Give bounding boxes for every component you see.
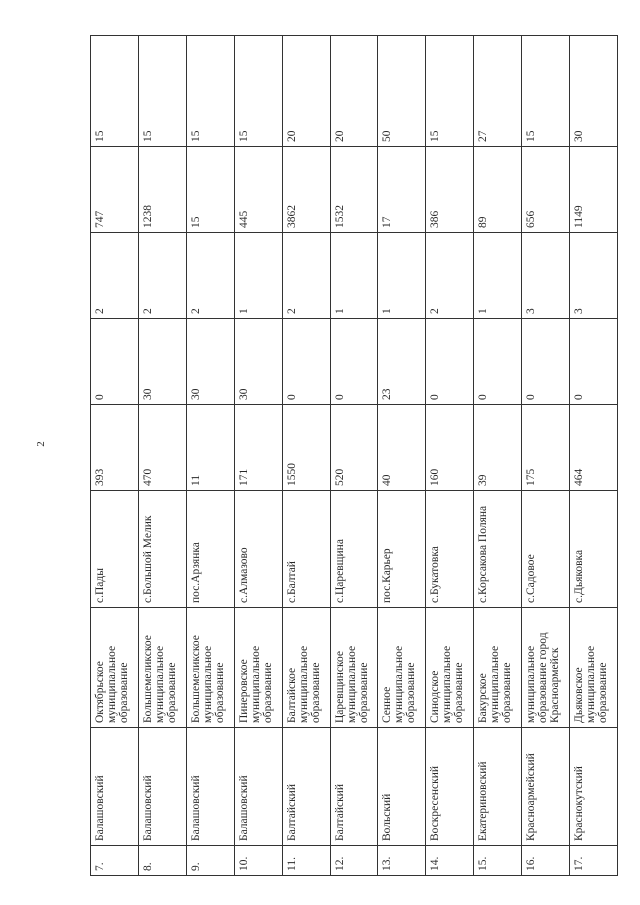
table-row	[426, 36, 474, 876]
row-number-cell: 11.	[282, 846, 330, 876]
table-row	[186, 36, 234, 876]
municipality-cell: Пинеровское муниципальное образование	[234, 608, 282, 728]
district-cell: Балашовский	[138, 728, 186, 846]
table-row	[330, 36, 378, 876]
settlement-cell: с.Большой Мелик	[138, 491, 186, 608]
value-1-cell: 39	[474, 405, 522, 491]
row-number-cell: 7.	[91, 846, 139, 876]
value-4-cell: 445	[234, 147, 282, 233]
row-number-cell: 13.	[378, 846, 426, 876]
value-4-cell: 89	[474, 147, 522, 233]
value-5-cell: 15	[138, 36, 186, 147]
row-number-cell: 10.	[234, 846, 282, 876]
data-table	[90, 35, 618, 876]
value-4-cell: 656	[522, 147, 570, 233]
value-4-cell: 1532	[330, 147, 378, 233]
municipality-cell: муниципальное образование город Красноармейск	[522, 608, 570, 728]
settlement-cell: с.Пады	[91, 491, 139, 608]
value-1-cell: 470	[138, 405, 186, 491]
settlement-cell: с.Алмазово	[234, 491, 282, 608]
value-3-cell: 3	[522, 233, 570, 319]
value-3-cell: 1	[330, 233, 378, 319]
municipality-cell: Дьяковское муниципальное образование	[570, 608, 618, 728]
value-3-cell: 1	[234, 233, 282, 319]
value-1-cell: 11	[186, 405, 234, 491]
row-number-cell: 14.	[426, 846, 474, 876]
value-2-cell: 0	[474, 319, 522, 405]
settlement-cell: пос.Арзянка	[186, 491, 234, 608]
value-3-cell: 1	[474, 233, 522, 319]
value-5-cell: 20	[282, 36, 330, 147]
value-1-cell: 520	[330, 405, 378, 491]
table-row	[138, 36, 186, 876]
table-row	[282, 36, 330, 876]
table-row	[570, 36, 618, 876]
value-3-cell: 3	[570, 233, 618, 319]
settlement-cell: с.Садовое	[522, 491, 570, 608]
district-cell: Краснокутский	[570, 728, 618, 846]
value-2-cell: 0	[570, 319, 618, 405]
municipality-cell: Сенное муниципальное образование	[378, 608, 426, 728]
row-number-cell: 12.	[330, 846, 378, 876]
municipality-cell: Царевщинское муниципальное образование	[330, 608, 378, 728]
value-4-cell: 17	[378, 147, 426, 233]
district-cell: Балашовский	[91, 728, 139, 846]
value-1-cell: 40	[378, 405, 426, 491]
district-cell: Балашовский	[234, 728, 282, 846]
value-5-cell: 15	[234, 36, 282, 147]
municipality-cell: Большемеликское муниципальное образование	[138, 608, 186, 728]
value-4-cell: 386	[426, 147, 474, 233]
settlement-cell: пос.Карьер	[378, 491, 426, 608]
value-1-cell: 171	[234, 405, 282, 491]
value-4-cell: 1238	[138, 147, 186, 233]
value-1-cell: 175	[522, 405, 570, 491]
value-4-cell: 3862	[282, 147, 330, 233]
value-4-cell: 1149	[570, 147, 618, 233]
value-3-cell: 2	[282, 233, 330, 319]
row-number-cell: 8.	[138, 846, 186, 876]
district-cell: Балтайский	[330, 728, 378, 846]
value-5-cell: 30	[570, 36, 618, 147]
district-cell: Воскресенский	[426, 728, 474, 846]
value-2-cell: 30	[138, 319, 186, 405]
value-5-cell: 15	[522, 36, 570, 147]
table-row	[522, 36, 570, 876]
value-4-cell: 15	[186, 147, 234, 233]
row-number-cell: 15.	[474, 846, 522, 876]
value-3-cell: 2	[186, 233, 234, 319]
page-number: 2	[34, 441, 47, 447]
value-2-cell: 0	[330, 319, 378, 405]
value-1-cell: 464	[570, 405, 618, 491]
value-2-cell: 0	[91, 319, 139, 405]
value-2-cell: 23	[378, 319, 426, 405]
municipality-cell: Синодское муниципальное образование	[426, 608, 474, 728]
municipality-cell: Балтайское муниципальное образование	[282, 608, 330, 728]
table-row	[378, 36, 426, 876]
value-1-cell: 160	[426, 405, 474, 491]
value-3-cell: 2	[91, 233, 139, 319]
value-5-cell: 15	[91, 36, 139, 147]
value-2-cell: 30	[186, 319, 234, 405]
rotated-table-frame	[90, 36, 618, 876]
district-cell: Балашовский	[186, 728, 234, 846]
value-5-cell: 27	[474, 36, 522, 147]
value-2-cell: 0	[426, 319, 474, 405]
municipality-cell: Бакурское муниципальное образование	[474, 608, 522, 728]
value-1-cell: 393	[91, 405, 139, 491]
value-3-cell: 2	[426, 233, 474, 319]
table-row	[474, 36, 522, 876]
value-2-cell: 0	[282, 319, 330, 405]
municipality-cell: Большемеликское муниципальное образование	[186, 608, 234, 728]
municipality-cell: Октябрьское муниципальное образование	[91, 608, 139, 728]
value-2-cell: 30	[234, 319, 282, 405]
rotated-table-content	[90, 36, 618, 876]
row-number-cell: 9.	[186, 846, 234, 876]
district-cell: Екатериновский	[474, 728, 522, 846]
district-cell: Вольский	[378, 728, 426, 846]
table-row	[234, 36, 282, 876]
settlement-cell: с.Букатовка	[426, 491, 474, 608]
value-5-cell: 50	[378, 36, 426, 147]
value-5-cell: 15	[426, 36, 474, 147]
table-row	[91, 36, 139, 876]
value-3-cell: 2	[138, 233, 186, 319]
settlement-cell: с.Царевщина	[330, 491, 378, 608]
settlement-cell: с.Дьяковка	[570, 491, 618, 608]
district-cell: Красноармейский	[522, 728, 570, 846]
settlement-cell: с.Балтай	[282, 491, 330, 608]
value-5-cell: 20	[330, 36, 378, 147]
row-number-cell: 16.	[522, 846, 570, 876]
value-4-cell: 747	[91, 147, 139, 233]
value-2-cell: 0	[522, 319, 570, 405]
table-body	[91, 36, 618, 876]
value-5-cell: 15	[186, 36, 234, 147]
row-number-cell: 17.	[570, 846, 618, 876]
value-3-cell: 1	[378, 233, 426, 319]
value-1-cell: 1550	[282, 405, 330, 491]
district-cell: Балтайский	[282, 728, 330, 846]
settlement-cell: с.Корсакова Поляна	[474, 491, 522, 608]
